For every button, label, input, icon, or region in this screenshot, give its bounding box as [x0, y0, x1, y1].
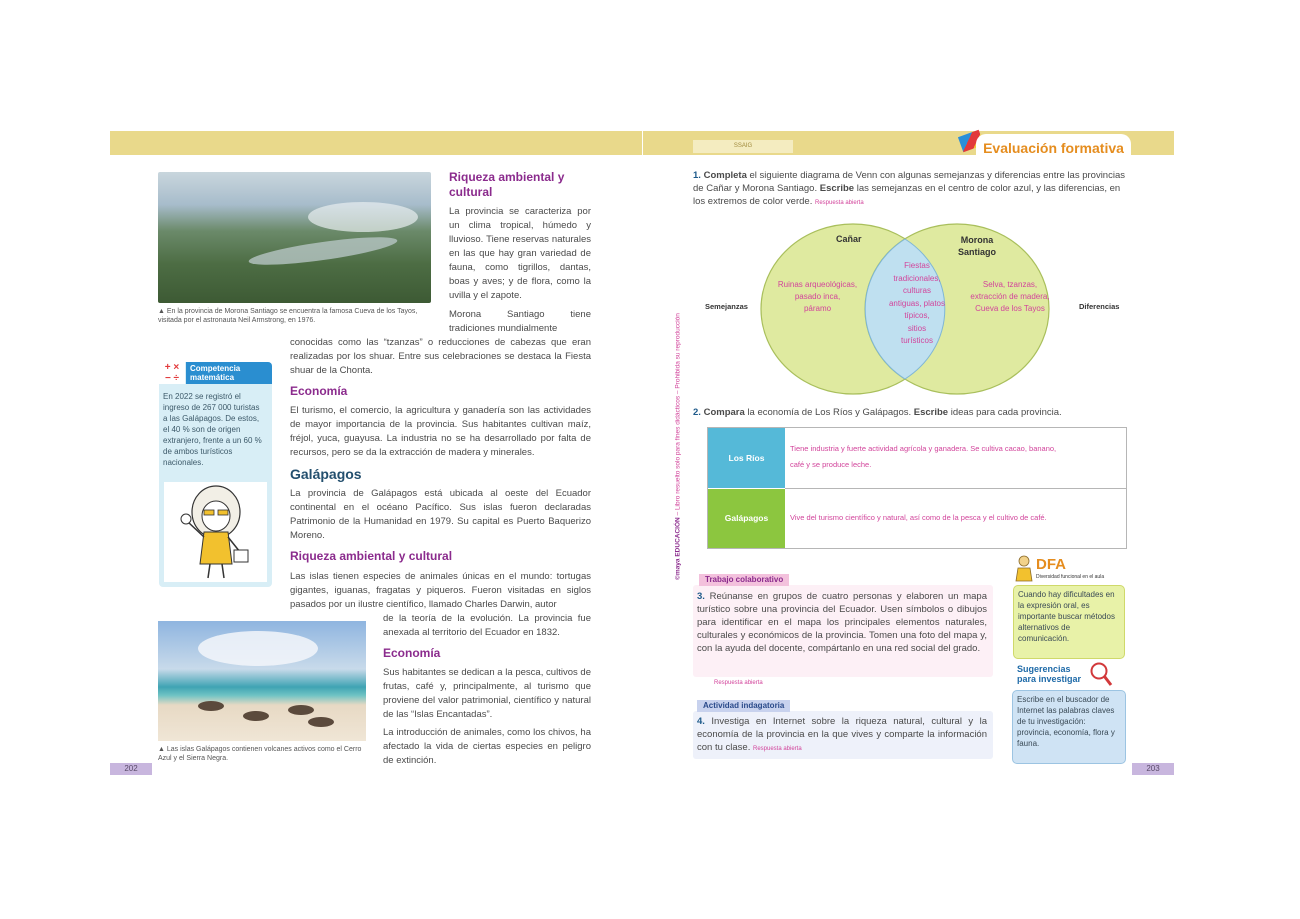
- question-3: [697, 590, 987, 655]
- instruction-verb: Completa: [703, 170, 747, 181]
- section-heading: Riqueza ambiental y cultural: [290, 549, 453, 563]
- question-number: 2.: [693, 407, 701, 418]
- page-number: 202: [110, 763, 152, 775]
- answer-line: páramo: [803, 304, 832, 313]
- collaborative-label: Trabajo colaborativo: [699, 574, 789, 586]
- question-number: 3.: [697, 591, 705, 602]
- venn-left-label: Semejanzas: [705, 302, 748, 311]
- section-heading: Economía: [290, 384, 348, 398]
- paragraph: Sus habitantes se dedican a la pesca, cultivos de frutas, café y, principalmente, al turismo que proviene del valor patrimonial, científico y natural de las “Islas Encantadas”.: [383, 667, 591, 720]
- question-text: Reúnanse en grupos de cuatro personas y elaboren un mapa turístico sobre una provincia del Ecuador. Usen símbolos o dibujos para identificar en el mapa los principales elementos naturales, culturales y económicos de la provincia. Tomen una foto del mapa y, con la ayuda del docente, compártanlo en una red social del grado.: [697, 591, 987, 654]
- venn-right-answer: [960, 279, 1060, 315]
- question-number: 4.: [697, 716, 705, 727]
- question-4: [697, 715, 987, 756]
- answer-line: Fiestas: [904, 261, 930, 270]
- answer-line: Ruinas arqueológicas,: [777, 280, 858, 289]
- table-row-label: Los Ríos: [708, 428, 785, 488]
- copyright-text: – Libro resuelto solo para fines didácticos – Prohibida su reproducción: [674, 313, 682, 518]
- section-heading: Galápagos: [290, 466, 362, 482]
- answer-line: tradicionales,: [893, 273, 941, 283]
- suggestions-title-line: para investigar: [1017, 674, 1082, 684]
- photo-caption: ▲ Las islas Galápagos contienen volcanes activos como el Cerro Azul y el Sierra Negra.: [158, 746, 362, 762]
- answer-line: antiguas, platos: [888, 298, 946, 308]
- table-answer: Vive del turismo científico y natural, así como de la pesca y el cultivo de café.: [790, 513, 1047, 522]
- question-text: la economía de Los Ríos y Galápagos.: [744, 407, 914, 418]
- table-answer: [790, 441, 1056, 473]
- venn-right-title-line: Santiago: [958, 247, 997, 257]
- venn-right-title: [958, 234, 996, 258]
- math-operations-icon: + × − ÷: [159, 362, 185, 384]
- question-number: 1.: [693, 170, 701, 181]
- instruction-verb: Escribe: [913, 407, 949, 418]
- math-competence-box: [159, 362, 272, 587]
- galapagos-beach-photo: [158, 621, 366, 741]
- paragraph: La provincia de Galápagos está ubicada al oeste del Ecuador continental en el océano Pacífico. Sus islas fueron declaradas Patrimonio de la Humanidad en 1979. Su capital es Puerto Baquerizo Moreno.: [290, 488, 591, 541]
- answer-line: Selva, tzanzas,: [982, 280, 1038, 289]
- paragraph: El turismo, el comercio, la agricultura y ganadería son las actividades de mayor importancia de la provincia. Sus habitantes cultivan maíz, fréjol, yuca, guayusa. La industria no se ha desarrollado por falta de recursos, pero se da la extracción de madera y minerales.: [290, 405, 591, 458]
- suggestions-title: [1017, 664, 1081, 684]
- question-2: [693, 406, 1125, 419]
- dfa-subtitle: Diversidad funcional en el aula: [1036, 574, 1105, 580]
- answer-line: pasado inca,: [794, 292, 841, 301]
- venn-right-label: Diferencias: [1079, 302, 1120, 311]
- instruction-verb: Escribe: [819, 183, 855, 194]
- answer-line: culturas: [902, 286, 931, 295]
- dfa-text: Cuando hay dificultades en la expresión oral, es importante buscar métodos alternativos de comunicación.: [1018, 590, 1115, 643]
- answer-line: extracción de madera,: [970, 292, 1050, 301]
- photo-caption: ▲ En la provincia de Morona Santiago se encuentra la famosa Cueva de los Tayos, visitada por el astronauta Neil Armstrong, en 1976.: [158, 308, 418, 324]
- venn-left-answer: [770, 279, 865, 315]
- venn-center-answer: [876, 260, 958, 348]
- open-answer-note: Respuesta abierta: [814, 200, 864, 206]
- answer-line: turísticos: [900, 336, 933, 345]
- paragraph: de la teoría de la evolución. La provincia fue anexada al territorio del Ecuador en 1832.: [383, 613, 591, 638]
- top-band-left: [110, 131, 642, 155]
- question-text: Investiga en Internet sobre la riqueza natural, cultural y la economía de la provincia en la que vives y comparte la información con tu clase.: [697, 716, 987, 753]
- dfa-character-icon: [1013, 554, 1035, 582]
- paragraph: La introducción de animales, como los chivos, ha afectado la vida de ciertas especies en peligro de extinción.: [383, 727, 591, 766]
- table-divider: [785, 488, 1126, 489]
- suggestions-text: Escribe en el buscador de Internet las palabras claves de tu investigación: provincia, economía, flora y fauna.: [1017, 695, 1115, 748]
- mountain-river-photo: [158, 172, 431, 303]
- sidebox-text: En 2022 se registró el ingreso de 267 000 turistas a las Galápagos. De estos, el 40 % son de origen extranjero, frente a un 60 % de ambos turísticos nacionales.: [163, 392, 262, 467]
- answer-line: sitios: [907, 323, 927, 333]
- paragraph: La provincia se caracteriza por un clima tropical, húmedo y lluvioso. Tiene reservas naturales en las que hay gran variedad de fauna, como tigrillos, dantas, boas y aves; y de flora, como la uvilla y el zapote.: [449, 206, 591, 301]
- dfa-title: DFA: [1036, 556, 1066, 573]
- answer-line: Tiene industria y fuerte actividad agrícola y ganadera. Se cultiva cacao, banano,: [790, 444, 1057, 453]
- suggestions-box: [1012, 690, 1126, 764]
- comparison-table: [707, 427, 1127, 549]
- section-heading: Riqueza ambiental y cultural: [449, 170, 565, 199]
- instruction-verb: Compara: [703, 407, 745, 418]
- paragraph: Las islas tienen especies de animales únicas en el mundo: tortugas gigantes, iguanas, fragatas y piqueros. Fueron visitadas en siglos pasados por un ilustre científico, llamado Charles Darwin, autor: [290, 571, 591, 610]
- question-1: [693, 169, 1125, 210]
- question-text: las semejanzas en el centro de color azul, y las diferencias, en los extremos de color verde.: [693, 183, 1121, 207]
- header-tab: SSAIG: [693, 140, 793, 153]
- brand-name: ©maya EDUCACIÓN: [674, 517, 682, 580]
- section-heading: Economía: [383, 646, 441, 660]
- venn-right-title-line: Morona: [960, 235, 994, 245]
- dfa-box: [1013, 585, 1125, 659]
- answer-line: café y se produce leche.: [790, 460, 872, 469]
- answer-line: típicos,: [904, 311, 930, 320]
- sidebox-title: Competencia matemática: [186, 362, 272, 384]
- open-answer-note: Respuesta abierta: [752, 746, 802, 752]
- answer-line: Cueva de los Tayos: [975, 304, 1045, 313]
- page-number: 203: [1132, 763, 1174, 775]
- question-text: ideas para cada provincia.: [948, 407, 1062, 418]
- venn-left-title: Cañar: [836, 234, 862, 244]
- paragraph: conocidas como las “tzanzas” o reducciones de cabezas que eran realizadas por los shuar. Entre sus celebraciones se destaca la Fiesta shuar de la Chonta.: [290, 337, 591, 376]
- open-answer-note: Respuesta abierta: [714, 680, 763, 686]
- section-title: Evaluación formativa: [976, 134, 1131, 160]
- vertical-copyright: [673, 283, 685, 613]
- table-row-label: Galápagos: [708, 489, 785, 548]
- suggestions-title-line: Sugerencias: [1017, 664, 1071, 674]
- paragraph: Morona Santiago tiene tradiciones mundialmente: [449, 309, 591, 334]
- inquiry-label: Actividad indagatoria: [697, 700, 790, 712]
- character-illustration: [164, 482, 267, 582]
- magnifier-icon: [1089, 661, 1113, 687]
- question-text: el siguiente diagrama de Venn con algunas semejanzas y diferencias entre las provincias de Cañar y Morona Santiago.: [693, 170, 1125, 194]
